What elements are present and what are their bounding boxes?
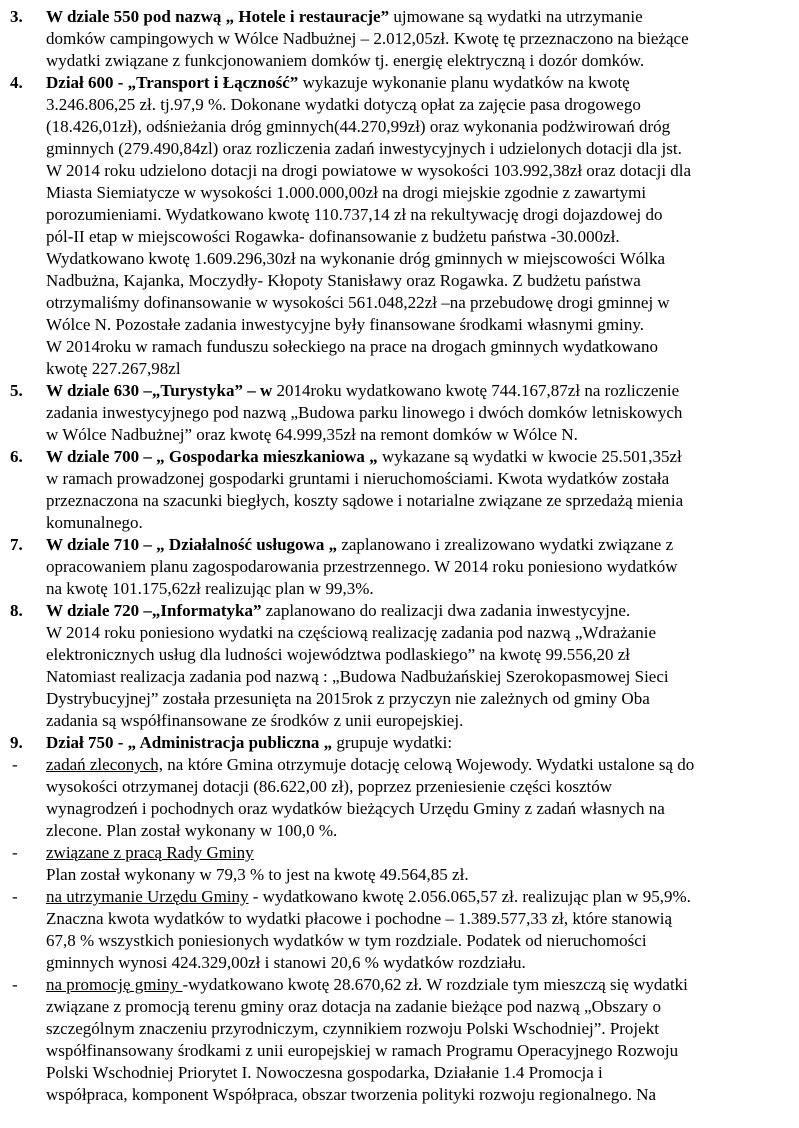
line-text: zaplanowano do realizacji dwa zadania inwestycyjne. — [261, 601, 631, 620]
text-line: kwotę 227.267,98zl — [46, 359, 181, 378]
text-line: gminnych wynosi 424.329,00zł i stanowi 20,6 % wydatków rozdziału. — [46, 953, 526, 972]
text-line: w ramach prowadzonej gospodarki gruntami i nieruchomościami. Kwota wydatków została — [46, 469, 670, 488]
dash-marker: - — [12, 843, 18, 862]
text-line: Nadbużna, Kajanka, Moczydły- Kłopoty Stanisławy oraz Rogawka. Z budżetu państwa — [46, 271, 641, 290]
dash-marker: - — [12, 887, 18, 906]
text-line — [46, 974, 781, 996]
text-line: Dystrybucyjnej” została przesunięta na 2015rok z przyczyn nie zależnych od gminy Oba — [46, 689, 650, 708]
text-line: elektronicznych usług dla ludności województwa podlaskiego” na kwotę 99.556,20 zł — [46, 645, 630, 664]
item-number: 7. — [10, 535, 23, 554]
text-line: zlecone. Plan został wykonany w 100,0 %. — [46, 821, 338, 840]
text-line: współpraca, komponent Współpraca, obszar tworzenia polityki rozwoju regionalnego. Na — [46, 1085, 657, 1104]
text-line — [46, 6, 781, 28]
section-heading: W dziale 700 – „ Gospodarka mieszkaniowa „ — [46, 447, 378, 466]
subitem — [0, 754, 791, 842]
text-line: gminnych (279.490,84zl) oraz rozliczenia zadań inwestycyjnych i udzielonych dotacji dla jst. — [46, 139, 682, 158]
section-heading: W dziale 550 pod nazwą „ Hotele i restauracje” — [46, 7, 390, 26]
item-number: 9. — [10, 733, 23, 752]
text-line: W 2014roku w ramach funduszu sołeckiego na prace na drogach gminnych wydatkowano — [46, 337, 658, 356]
text-line: 3.246.806,25 zł. tj.97,9 %. Dokonane wydatki dotyczą opłat za zajęcie pasa drogowego — [46, 95, 641, 114]
text-line: domków campingowych w Wólce Nadbużnej – 2.012,05zł. Kwotę tę przeznaczono na bieżące — [46, 29, 689, 48]
text-line — [46, 886, 781, 908]
underlined-label: związane z pracą Rady Gminy — [46, 843, 254, 862]
item-number: 4. — [10, 73, 23, 92]
text-line — [46, 754, 781, 776]
text-line: komunalnego. — [46, 513, 143, 532]
text-line — [46, 842, 781, 864]
text-line: pól-II etap w miejscowości Rogawka- dofinansowanie z budżetu państwa -30.000zł. — [46, 227, 620, 246]
underlined-label: zadań zleconych, — [46, 755, 164, 774]
text-line: wysokości otrzymanej dotacji (86.622,00 zł), poprzez przeniesienie części kosztów — [46, 777, 612, 796]
line-text: wykazane są wydatki w kwocie 25.501,35zł — [377, 447, 682, 466]
text-line: W 2014 roku poniesiono wydatki na częściową realizację zadania pod nazwą „Wdrażanie — [46, 623, 656, 642]
line-text: ujmowane są wydatki na utrzymanie — [389, 7, 643, 26]
line-text: 2014roku wydatkowano kwotę 744.167,87zł na rozliczenie — [272, 381, 680, 400]
section-item — [0, 600, 791, 732]
text-line: zadania są współfinansowane ze środków z unii europejskiej. — [46, 711, 464, 730]
item-number: 8. — [10, 601, 23, 620]
line-text: -wydatkowano kwotę 28.670,62 zł. W rozdziale tym mieszczą się wydatki — [182, 975, 688, 994]
item-number: 5. — [10, 381, 23, 400]
section-item — [0, 534, 791, 600]
text-line — [46, 380, 781, 402]
text-line: szczególnym znaczeniu przyrodniczym, czynnikiem rozwoju Polski Wschodniej”. Projekt — [46, 1019, 659, 1038]
section-item — [0, 732, 791, 754]
section-heading: W dziale 710 – „ Działalność usługowa „ — [46, 535, 338, 554]
text-line: Wydatkowano kwotę 1.609.296,30zł na wykonanie dróg gminnych w miejscowości Wólka — [46, 249, 666, 268]
text-line: Znaczna kwota wydatków to wydatki płacowe i pochodne – 1.389.577,33 zł, które stanowią — [46, 909, 673, 928]
section-item — [0, 446, 791, 534]
section-heading: Dział 600 - „Transport i Łączność” — [46, 73, 299, 92]
item-number: 3. — [10, 7, 23, 26]
section-item — [0, 380, 791, 446]
subitem — [0, 842, 791, 886]
subitem — [0, 886, 791, 974]
section-heading: W dziale 630 –„Turystyka” – w — [46, 381, 273, 400]
text-line: zadania inwestycyjnego pod nazwą „Budowa parku linowego i dwóch domków letniskowych — [46, 403, 683, 422]
text-line: otrzymaliśmy dofinansowanie w wysokości 561.048,22zł –na przebudowę drogi gminnej w — [46, 293, 670, 312]
line-text: zaplanowano i zrealizowano wydatki związane z — [337, 535, 674, 554]
text-line: przeznaczona na szacunki biegłych, koszty sądowe i notarialne związane ze sprzedażą mienia — [46, 491, 684, 510]
text-line — [46, 446, 781, 468]
dash-marker: - — [12, 755, 18, 774]
line-text: na które Gmina otrzymuje dotację celową Wojewody. Wydatki ustalone są do — [163, 755, 695, 774]
item-number: 6. — [10, 447, 23, 466]
text-line: związane z promocją terenu gminy oraz dotacja na zadanie bieżące pod nazwą „Obszary o — [46, 997, 661, 1016]
text-line: W 2014 roku udzielono dotacji na drogi powiatowe w wysokości 103.992,38zł oraz dotacji dla — [46, 161, 692, 180]
text-line — [46, 534, 781, 556]
text-line — [46, 600, 781, 622]
text-line: Natomiast realizacja zadania pod nazwą : „Budowa Nadbużańskiej Szerokopasmowej Sieci — [46, 667, 669, 686]
subitem — [0, 974, 791, 1106]
line-text: - wydatkowano kwotę 2.056.065,57 zł. realizując plan w 95,9%. — [248, 887, 691, 906]
text-line: porozumieniami. Wydatkowano kwotę 110.737,14 zł na rekultywację drogi dojazdowej do — [46, 205, 663, 224]
text-line: Plan został wykonany w 79,3 % to jest na kwotę 49.564,85 zł. — [46, 865, 469, 884]
text-line: współfinansowany środkami z unii europejskiej w ramach Programu Operacyjnego Rozwoju — [46, 1041, 679, 1060]
text-line: (18.426,01zł), odśnieżania dróg gminnych(44.270,99zł) oraz wykonania podżwirowań dróg — [46, 117, 671, 136]
text-line — [46, 732, 781, 754]
text-line: na kwotę 101.175,62zł realizując plan w 99,3%. — [46, 579, 374, 598]
section-heading: W dziale 720 –„Informatyka” — [46, 601, 262, 620]
text-line — [46, 72, 781, 94]
text-line: Wólce N. Pozostałe zadania inwestycyjne były finansowane środkami własnymi gminy. — [46, 315, 644, 334]
section-item — [0, 6, 791, 72]
text-line: w Wólce Nadbużnej” oraz kwotę 64.999,35zł na remont domków w Wólce N. — [46, 425, 578, 444]
text-line: wydatki związane z funkcjonowaniem domków tj. energię elektryczną i dozór domków. — [46, 51, 645, 70]
section-heading: Dział 750 - „ Administracja publiczna „ — [46, 733, 333, 752]
underlined-label: na promocję gminy — [46, 975, 183, 994]
line-text: wykazuje wykonanie planu wydatków na kwotę — [298, 73, 630, 92]
section-item — [0, 72, 791, 380]
text-line: Polski Wschodniej Priorytet I. Nowoczesna gospodarka, Działanie 1.4 Promocja i — [46, 1063, 603, 1082]
dash-marker: - — [12, 975, 18, 994]
line-text: grupuje wydatki: — [332, 733, 453, 752]
text-line: wynagrodzeń i pochodnych oraz wydatków bieżących Urzędu Gminy z zadań własnych na — [46, 799, 665, 818]
text-line: 67,8 % wszystkich poniesionych wydatków w tym rozdziale. Podatek od nieruchomości — [46, 931, 647, 950]
text-line: Miasta Siemiatycze w wysokości 1.000.000,00zł na drogi miejskie zgodnie z zawartymi — [46, 183, 647, 202]
text-line: opracowaniem planu zagospodarowania przestrzennego. W 2014 roku poniesiono wydatków — [46, 557, 678, 576]
underlined-label: na utrzymanie Urzędu Gminy — [46, 887, 249, 906]
